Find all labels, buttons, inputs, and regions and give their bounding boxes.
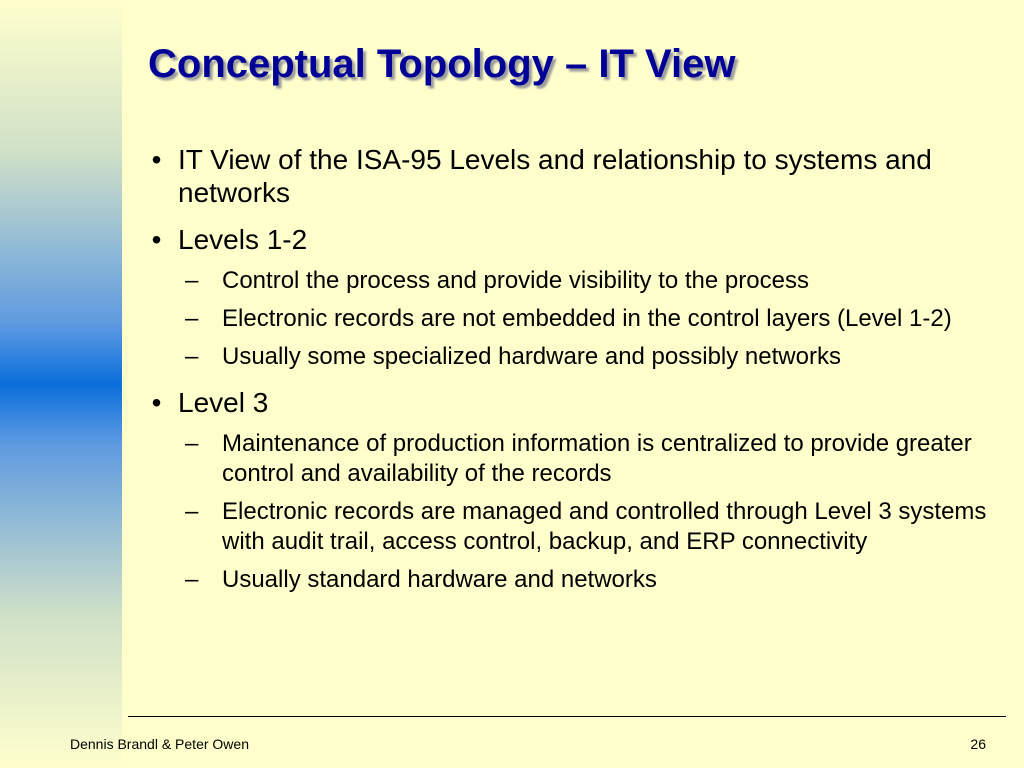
dash-marker: – [185, 430, 199, 457]
sub-bullet-text: Usually some specialized hardware and possibly networks [222, 343, 841, 370]
dash-marker: – [185, 343, 199, 370]
sub-bullet-item [185, 565, 1005, 595]
sub-bullet-item [185, 266, 1005, 296]
sub-bullet-item [185, 497, 1005, 557]
bullet-marker: • [151, 387, 162, 418]
slide-content [135, 143, 1005, 609]
bullet-text: Level 3 [178, 387, 269, 418]
sub-bullet-text: Electronic records are not embedded in the control layers (Level 1-2) [222, 305, 952, 332]
bullet-text: Levels 1-2 [178, 224, 308, 255]
sub-bullet-text: Electronic records are managed and controlled through Level 3 systems with audit trail, access control, backup, and ERP connectivity [222, 498, 987, 555]
bullet-marker: • [151, 144, 162, 175]
dash-marker: – [185, 566, 199, 593]
footer-divider [128, 716, 1006, 717]
bullet-item [135, 386, 1005, 419]
sub-bullet-text: Control the process and provide visibility to the process [222, 267, 809, 294]
bullet-text: IT View of the ISA-95 Levels and relationship to systems and networks [178, 144, 932, 208]
sub-bullet-item [185, 304, 1005, 334]
dash-marker: – [185, 267, 199, 294]
sub-bullet-item [185, 342, 1005, 372]
footer-author: Dennis Brandl & Peter Owen [70, 736, 249, 752]
bullet-item [135, 223, 1005, 256]
dash-marker: – [185, 305, 199, 332]
dash-marker: – [185, 498, 199, 525]
bullet-item [135, 143, 1005, 209]
sub-bullet-text: Maintenance of production information is centralized to provide greater control and availability of the records [222, 430, 972, 487]
sub-bullet-list [135, 429, 1005, 595]
sub-bullet-list [135, 266, 1005, 372]
page-number: 26 [970, 736, 986, 752]
sub-bullet-item [185, 429, 1005, 489]
bullet-marker: • [151, 224, 162, 255]
sub-bullet-text: Usually standard hardware and networks [222, 566, 657, 593]
slide-title: Conceptual Topology – IT View [148, 42, 736, 86]
decorative-gradient-sidebar [0, 0, 122, 768]
